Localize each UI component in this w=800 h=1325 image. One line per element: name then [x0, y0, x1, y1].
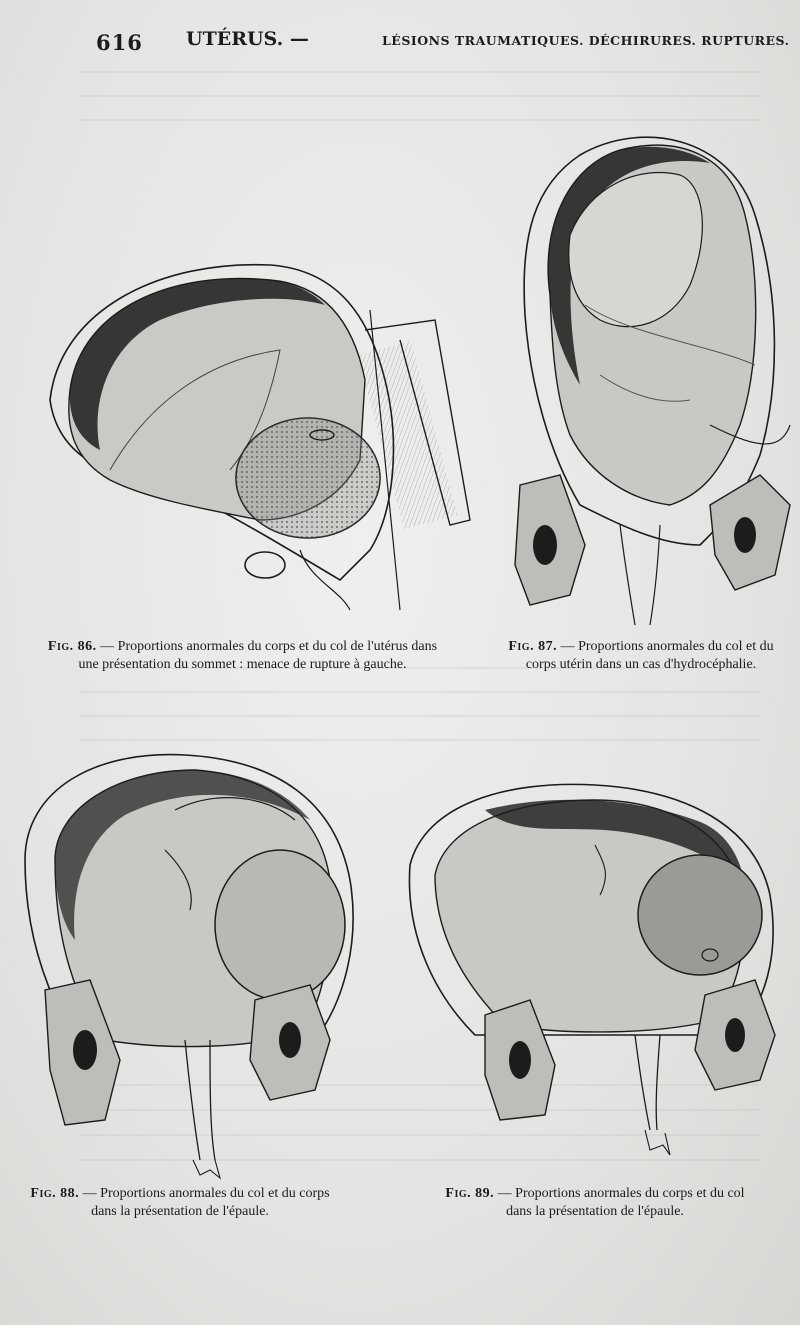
figure-89 — [395, 775, 785, 1175]
figure-88-illustration — [15, 740, 365, 1180]
figure-89-label: Fig. 89. — [445, 1186, 495, 1201]
figure-86-label: Fig. 86. — [47, 639, 97, 654]
figure-87-illustration — [490, 125, 790, 625]
figure-89-caption-line2: dans la présentation de l'épaule. — [506, 1204, 684, 1219]
figure-88-caption — [10, 1185, 350, 1221]
figure-87-label: Fig. 87. — [508, 639, 558, 654]
figure-89-caption-line1: — Proportions anormales du corps et du col — [497, 1186, 745, 1201]
figure-87-caption-line1: — Proportions anormales du col et du — [560, 639, 774, 654]
figure-88-caption-line2: dans la présentation de l'épaule. — [91, 1204, 269, 1219]
figure-86-caption-line2: une présentation du sommet : menace de rupture à gauche. — [78, 657, 407, 672]
figure-89-caption — [405, 1185, 785, 1221]
running-subtitle: LÉSIONS TRAUMATIQUES. DÉCHIRURES. RUPTURES. — [382, 33, 790, 48]
figure-86-caption — [20, 638, 465, 674]
figure-88-label: Fig. 88. — [30, 1186, 80, 1201]
figure-87-caption — [486, 638, 796, 674]
figure-86-illustration — [40, 250, 480, 630]
running-header — [96, 28, 790, 58]
running-title: UTÉRUS. — — [186, 28, 309, 50]
figure-87 — [490, 125, 790, 625]
figure-88 — [15, 740, 365, 1180]
page-number: 616 — [96, 30, 143, 55]
figure-88-caption-line1: — Proportions anormales du col et du corps — [82, 1186, 330, 1201]
figure-87-caption-line2: corps utérin dans un cas d'hydrocéphalie. — [525, 657, 757, 672]
figure-86-caption-line1: — Proportions anormales du corps et du col de l'utérus dans — [100, 639, 438, 654]
figure-86 — [40, 250, 480, 630]
figure-89-illustration — [395, 775, 785, 1175]
